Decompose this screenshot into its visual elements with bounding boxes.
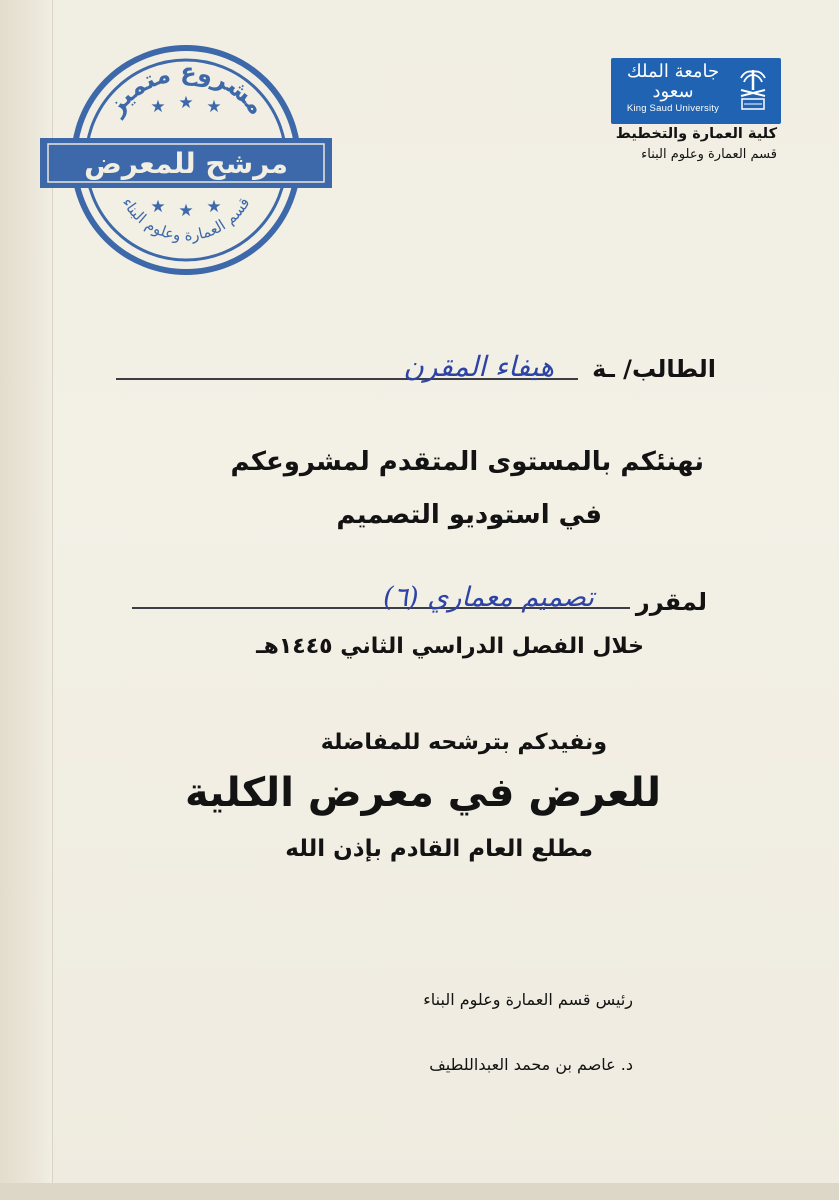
exhibition-stamp (36, 42, 336, 278)
stamp-bottom-text: قسم العمارة وعلوم البناء (118, 194, 254, 245)
stamp-top-text: مشروع متميز (101, 57, 271, 121)
student-name-handwritten: هيفاء المقرن (403, 350, 554, 383)
svg-text:★: ★ (178, 201, 194, 221)
student-label: الطالب/ ـة (592, 355, 716, 383)
university-logo (611, 58, 781, 124)
department-name: قسم العمارة وعلوم البناء (641, 147, 777, 162)
university-name-english: King Saud University (626, 103, 720, 114)
svg-text:★: ★ (206, 97, 222, 117)
exhibition-heading: للعرض في معرض الكلية (185, 770, 661, 816)
svg-text:★: ★ (150, 97, 166, 117)
svg-text:★: ★ (178, 93, 194, 113)
signatory-title: رئيس قسم العمارة وعلوم البناء (423, 990, 633, 1009)
course-name-handwritten: تصميم معماري (٦) (383, 582, 594, 613)
next-year-text: مطلع العام القادم بإذن الله (285, 836, 593, 862)
nomination-text: ونفيدكم بترشحه للمفاضلة (320, 730, 607, 755)
palm-swords-emblem-icon (735, 66, 771, 116)
svg-text:★: ★ (206, 197, 222, 217)
signatory-name: د. عاصم بن محمد العبداللطيف (429, 1055, 633, 1074)
course-label: لمقرر (635, 588, 707, 616)
paper-bottom-edge (0, 1183, 839, 1200)
stamp-banner-text: مرشح للمعرض (84, 147, 288, 180)
university-name-arabic: جامعة الملك سعود (626, 61, 720, 102)
congrats-line-1: نهنئكم بالمستوى المتقدم لمشروعكم (230, 447, 704, 477)
svg-text:★: ★ (150, 197, 166, 217)
congrats-line-2: في استوديو التصميم (336, 500, 602, 530)
stamp-stars-top (150, 93, 221, 117)
semester-text: خلال الفصل الدراسي الثاني ١٤٤٥هـ (256, 634, 644, 659)
college-name: كلية العمارة والتخطيط (615, 126, 777, 142)
stamp-stars-bottom (150, 197, 221, 221)
